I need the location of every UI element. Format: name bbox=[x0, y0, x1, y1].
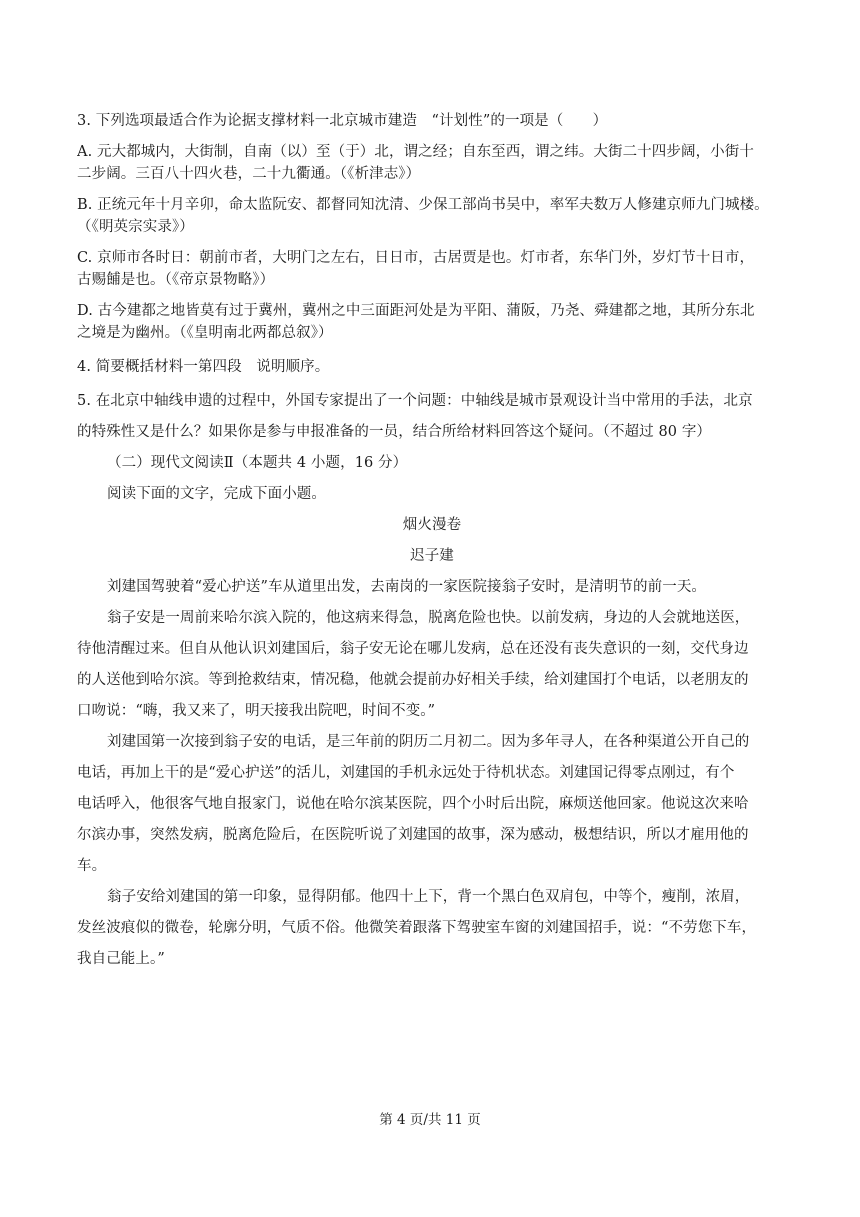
question-4-stem: 4. 简要概括材料一第四段 说明顺序。 bbox=[77, 359, 330, 375]
page-number: 第 4 页/共 11 页 bbox=[379, 1112, 481, 1128]
paragraph-line: 翁子安给刘建国的第一印象，显得阴郁。他四十上下，背一个黑白色双肩包，中等个，瘦削，浓眉， bbox=[107, 889, 750, 905]
paragraph-line: 待他清醒过来。但自从他认识刘建国后，翁子安无论在哪儿发病，总在还没有丧失意识的一刻，交代身边 bbox=[77, 641, 749, 657]
paragraph-line: 我自己能上。” bbox=[77, 951, 165, 967]
question-3-option-d bbox=[77, 300, 787, 344]
option-d-line-2: 之境是为幽州。（《皇明南北两都总叙》） bbox=[77, 325, 333, 341]
passage-paragraph-3 bbox=[77, 731, 787, 877]
page-content bbox=[77, 110, 787, 970]
question-3-option-a bbox=[77, 141, 787, 185]
passage-paragraph-4 bbox=[77, 886, 787, 970]
passage-paragraph-1 bbox=[77, 576, 787, 598]
question-3-option-b bbox=[77, 194, 787, 238]
passage-author: 迟子建 bbox=[410, 548, 454, 564]
paragraph-line: 发丝波痕似的微卷，轮廓分明，气质不俗。他微笑着跟落下驾驶室车窗的刘建国招手，说：“不劳您下车， bbox=[77, 920, 757, 936]
option-a-line-2: 二步阔。三百八十四火巷，二十九衢通。（《析津志》） bbox=[77, 166, 421, 182]
paragraph-line: 刘建国第一次接到翁子安的电话，是三年前的阴历二月初二。因为多年寻人，在各种渠道公开自己的 bbox=[107, 734, 750, 750]
option-d-line-1: D. 古今建都之地皆莫有过于冀州，冀州之中三面距河处是为平阳、蒲阪，乃尧、舜建都之地，其所分东北 bbox=[77, 303, 755, 319]
question-3-option-c bbox=[77, 247, 787, 291]
passage-title: 烟火漫卷 bbox=[402, 517, 462, 533]
option-c-line-2: 古赐餔是也。（《帝京景物略》） bbox=[77, 272, 275, 288]
question-5-line-2: 的特殊性又是什么？如果你是参与申报准备的一员，结合所给材料回答这个疑问。（不超过 80 字） bbox=[77, 424, 712, 440]
paragraph-line: 电话呼入，他很客气地自报家门，说他在哈尔滨某医院，四个小时后出院，麻烦送他回家。他说这次来哈 bbox=[77, 796, 749, 812]
paragraph-line: 口吻说：“嗨，我又来了，明天接我出院吧，时间不变。” bbox=[77, 703, 436, 719]
option-c-line-1: C. 京师市各时日：朝前市者，大明门之左右，日日市，古居贾是也。灯市者，东华门外，岁灯节十日市， bbox=[77, 250, 755, 266]
option-b-line-2: （《明英宗实录》） bbox=[77, 219, 194, 235]
option-b-line-1: B. 正统元年十月辛卯，命太监阮安、都督同知沈清、少保工部尚书吴中，率军夫数万人修建京师九门城楼。 bbox=[77, 197, 769, 213]
paragraph-line: 电话，再加上干的是“爱心护送”的活儿，刘建国的手机永远处于待机状态。刘建国记得零点刚过，有个 bbox=[77, 765, 735, 781]
option-a-line-1: A. 元大都城内，大街制，自南（以）至（于）北，谓之经；自东至西，谓之纬。大街二十四步阔，小街十 bbox=[77, 144, 754, 160]
question-3-stem: 3. 下列选项最适合作为论据支撑材料一北京城市建造 “计划性”的一项是（ ） bbox=[77, 113, 608, 129]
paragraph-line: 的人送他到哈尔滨。等到抢救结束，情况稳，他就会提前办好相关手续，给刘建国打个电话，以老朋友的 bbox=[77, 672, 749, 688]
passage-paragraph-2 bbox=[77, 607, 787, 722]
paragraph-line: 刘建国驾驶着“爱心护送”车从道里出发，去南岗的一家医院接翁子安时，是清明节的前一天。 bbox=[107, 579, 707, 595]
question-5 bbox=[77, 390, 787, 443]
paragraph-line: 翁子安是一周前来哈尔滨入院的，他这病来得急，脱离危险也快。以前发病，身边的人会就地送医， bbox=[107, 610, 750, 626]
paragraph-line: 车。 bbox=[77, 858, 107, 874]
question-5-line-1: 5. 在北京中轴线申遗的过程中，外国专家提出了一个问题：中轴线是城市景观设计当中常用的手法，北京 bbox=[77, 393, 753, 409]
paragraph-line: 尔滨办事，突然发病，脱离危险后，在医院听说了刘建国的故事，深为感动，极想结识，所以才雇用他的 bbox=[77, 827, 749, 843]
reading-instruction: 阅读下面的文字，完成下面小题。 bbox=[107, 486, 326, 502]
section-heading: （二）现代文阅读Ⅱ（本题共 4 小题，16 分） bbox=[107, 455, 408, 471]
